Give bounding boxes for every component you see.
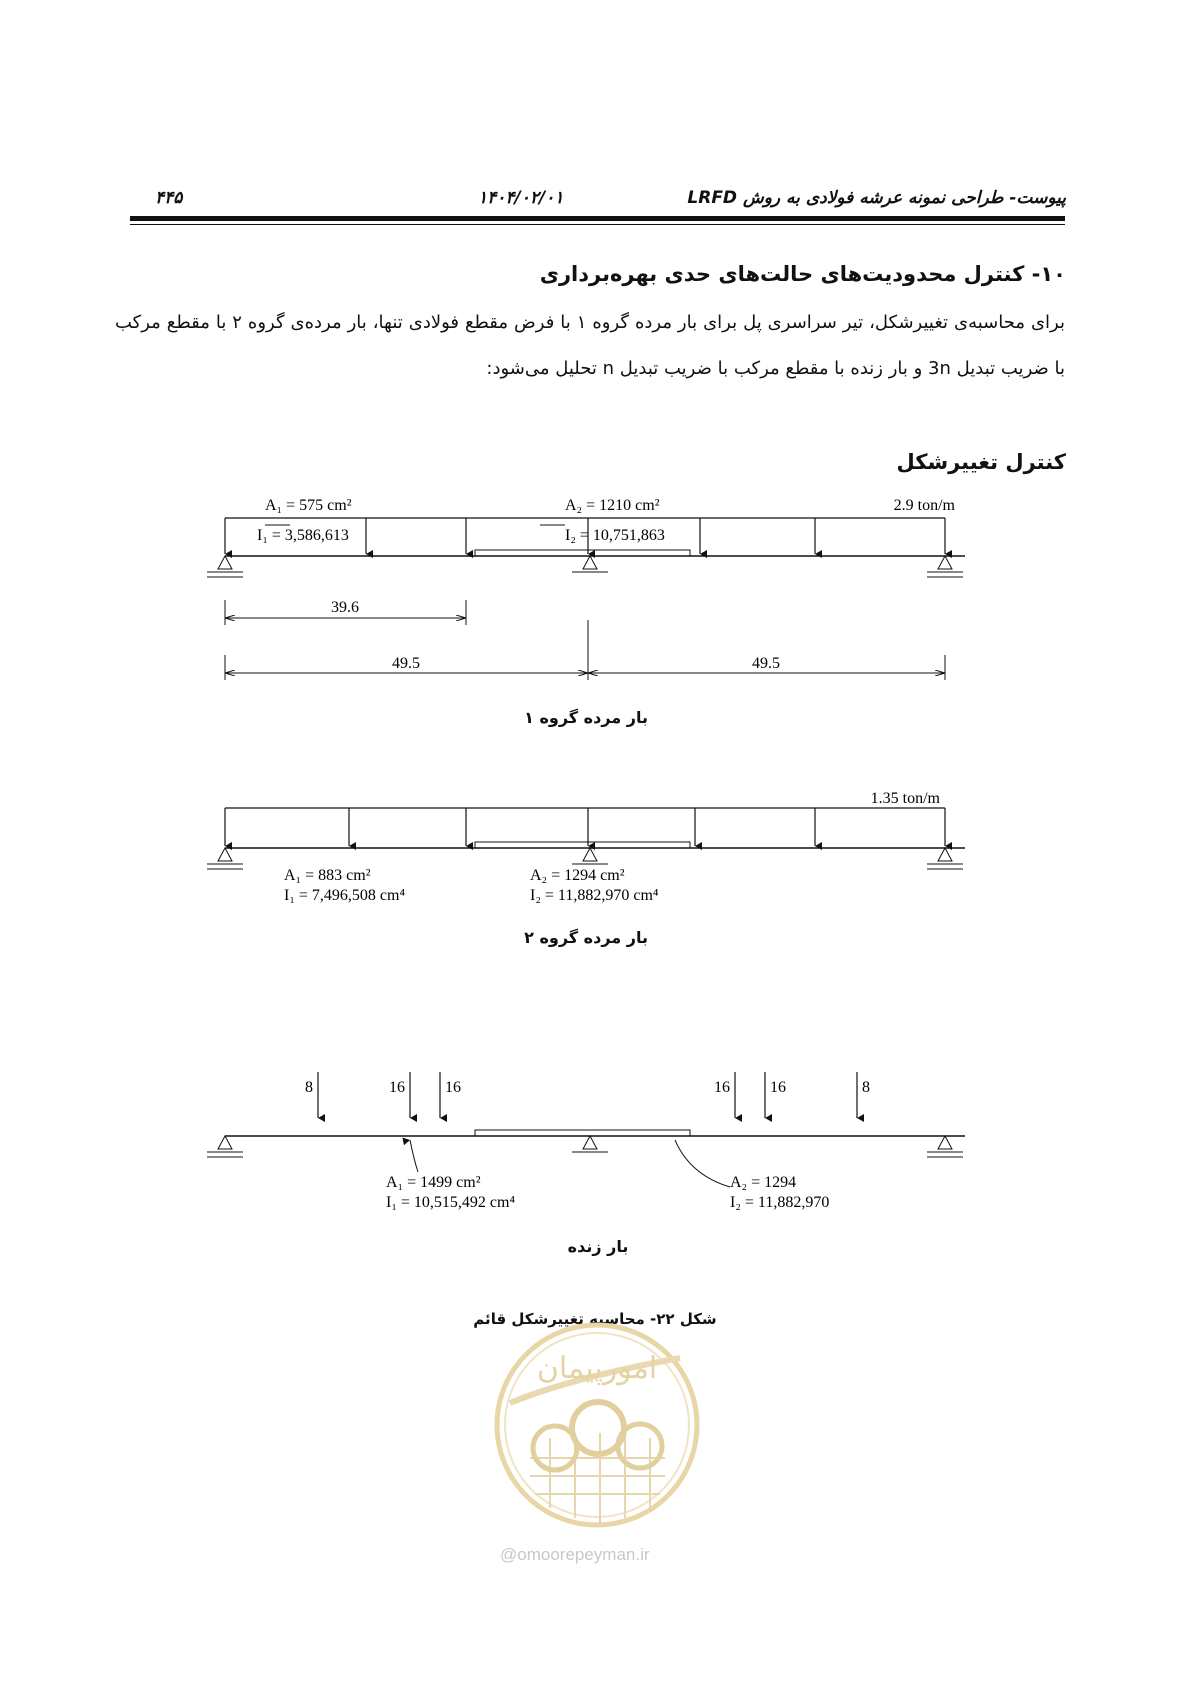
watermark-site: @omoorepeyman.ir [500, 1545, 650, 1564]
d3-area-2: A₂ = 1294 [730, 1174, 797, 1191]
page-number: ۴۴۵ [155, 188, 183, 208]
caption-live-load: بار زنده [567, 1237, 629, 1256]
section-heading: ۱۰- کنترل محدودیت‌های حالت‌های حدی بهره‌برداری [539, 262, 1066, 286]
running-title: پیوست- طراحی نمونه عرشه فولادی به روش LRFD [687, 188, 1066, 208]
support-right [927, 848, 963, 869]
d1-area-2: A₂ = 1210 cm² [565, 497, 660, 514]
support-middle [572, 556, 608, 572]
caption-dead-load-group2: بار مرده گروه ۲ [524, 928, 648, 947]
d2-load-value: 1.35 ton/m [870, 790, 940, 807]
live-load-diagram [207, 1072, 965, 1211]
d1-dim-span-c: 49.5 [752, 655, 780, 672]
leader-line [410, 1140, 418, 1172]
d3-area-1: A₁ = 1499 cm² [386, 1174, 481, 1191]
d1-inertia-2: I₂ = 10,751,863 [565, 527, 665, 544]
header-date: ۱۴۰۴/۰۲/۰۱ [478, 188, 564, 208]
figure-caption: شکل ۲۲- محاسبه تغییرشکل قائم [473, 1310, 717, 1328]
d2-area-1: A₁ = 883 cm² [284, 867, 371, 884]
caption-dead-load-group1: بار مرده گروه ۱ [524, 708, 648, 727]
support-right [927, 1136, 963, 1157]
support-right [927, 556, 963, 577]
composite-zone [475, 1130, 690, 1136]
d3-inertia-2: I₂ = 11,882,970 [730, 1194, 830, 1211]
d1-dim-span-b: 49.5 [392, 655, 420, 672]
dead-load-group1-diagram [207, 497, 965, 680]
d3-load-2: 16 [389, 1079, 405, 1096]
support-middle [572, 1136, 608, 1152]
deformation-subheading: کنترل تغییرشکل [896, 450, 1066, 474]
composite-zone [475, 550, 690, 556]
d1-load-value: 2.9 ton/m [893, 497, 955, 514]
support-middle [572, 848, 608, 864]
d2-inertia-2: I₂ = 11,882,970 cm⁴ [530, 887, 659, 904]
section-paragraph: برای محاسبه‌ی تغییرشکل، تیر سراسری پل برای بار مرده گروه ۱ با فرض مقطع فولادی تنها، بار مرده‌ی گروه ۲ با مقطع مرکب با ضریب تبدیل 3n و بار زنده با مقطع مرکب با ضریب تبدیل n تحلیل می‌شود: [115, 312, 1065, 379]
support-left [207, 556, 243, 577]
d1-inertia-1: I₁ = 3,586,613 [257, 527, 349, 544]
d3-load-4: 16 [714, 1079, 730, 1096]
watermark-logo-text: امورپیمان [536, 1352, 658, 1385]
support-left [207, 848, 243, 869]
composite-zone [475, 842, 690, 848]
d3-load-3: 16 [445, 1079, 461, 1096]
leader-line [675, 1140, 730, 1187]
d1-area-1: A₁ = 575 cm² [265, 497, 352, 514]
dead-load-group2-diagram [207, 790, 965, 904]
watermark-logo [490, 1318, 705, 1533]
support-left [207, 1136, 243, 1157]
d3-load-5: 16 [770, 1079, 786, 1096]
d3-load-6: 8 [862, 1079, 870, 1096]
d2-inertia-1: I₁ = 7,496,508 cm⁴ [284, 887, 406, 904]
d1-dim-span-a: 39.6 [331, 599, 359, 616]
d3-load-1: 8 [305, 1079, 313, 1096]
d3-inertia-1: I₁ = 10,515,492 cm⁴ [386, 1194, 516, 1211]
d2-area-2: A₂ = 1294 cm² [530, 867, 625, 884]
